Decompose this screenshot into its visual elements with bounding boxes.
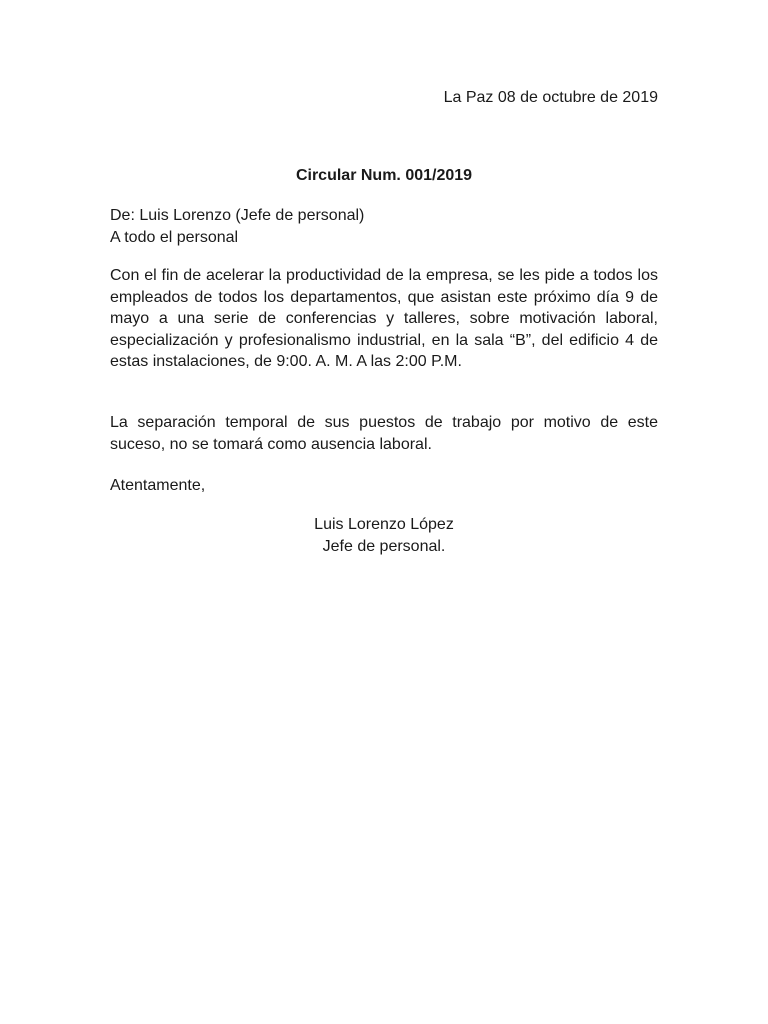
letter-date: La Paz 08 de octubre de 2019 (443, 89, 658, 106)
body-paragraph-2: La separación temporal de sus puestos de trabajo por motivo de este suceso, no se tomará como ausencia laboral. (110, 414, 658, 453)
letter-header (110, 205, 364, 249)
signature-block (0, 514, 768, 558)
closing-line: Atentamente, (110, 477, 206, 494)
recipient-line: A todo el personal (110, 229, 239, 246)
circular-title: Circular Num. 001/2019 (295, 167, 473, 184)
signature-name: Luis Lorenzo López (314, 516, 454, 533)
body-paragraph-1: Con el fin de acelerar la productividad de la empresa, se les pide a todos los empleados de todos los departamentos, que asistan este próximo día 9 de mayo a una serie de conferencias y talleres, sobre motivación laboral, especialización y profesionalismo industrial, en la sala “B”, del edificio 4 de estas instalaciones, de 9:00. A. M. A las 2:00 P.M. (110, 267, 658, 370)
signature-role: Jefe de personal. (322, 538, 446, 555)
sender-line: De: Luis Lorenzo (Jefe de personal) (110, 207, 365, 224)
